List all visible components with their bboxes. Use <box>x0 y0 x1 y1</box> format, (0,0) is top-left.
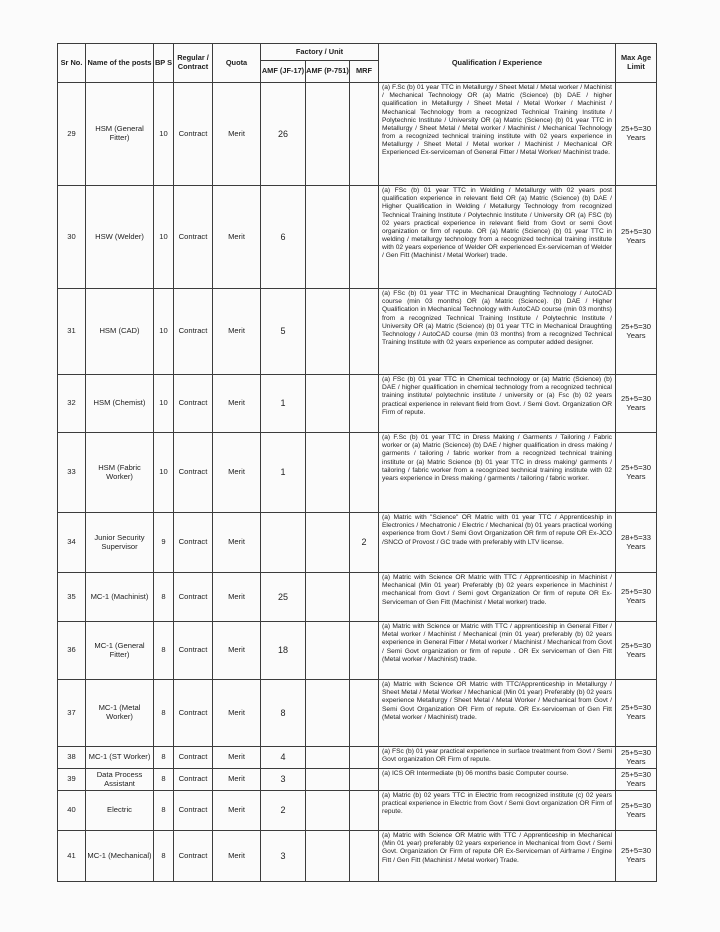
cell-post: MC-1 (Mechanical) <box>86 831 154 882</box>
cell-quota: Merit <box>213 83 261 186</box>
cell-bps: 10 <box>154 83 174 186</box>
cell-mrf <box>350 289 379 375</box>
header-amf-p751: AMF (P-751) <box>306 61 350 83</box>
cell-quota: Merit <box>213 513 261 573</box>
cell-sr: 34 <box>58 513 86 573</box>
table-row <box>58 289 657 375</box>
table-row <box>58 831 657 882</box>
cell-quota: Merit <box>213 747 261 769</box>
cell-bps: 8 <box>154 747 174 769</box>
cell-amf-jf17: 1 <box>261 433 306 513</box>
cell-age: 25+5=30 Years <box>616 769 657 791</box>
cell-amf-p751 <box>306 83 350 186</box>
cell-amf-p751 <box>306 513 350 573</box>
cell-type: Contract <box>174 791 213 831</box>
cell-amf-jf17 <box>261 513 306 573</box>
cell-amf-jf17: 1 <box>261 375 306 433</box>
cell-sr: 36 <box>58 622 86 680</box>
cell-quota: Merit <box>213 433 261 513</box>
cell-age: 25+5=30 Years <box>616 622 657 680</box>
cell-amf-p751 <box>306 433 350 513</box>
cell-bps: 10 <box>154 186 174 289</box>
cell-mrf <box>350 831 379 882</box>
cell-amf-p751 <box>306 622 350 680</box>
cell-age: 25+5=30 Years <box>616 747 657 769</box>
header-name-of-posts: Name of the posts <box>86 44 154 83</box>
header-bps: BP S <box>154 44 174 83</box>
header-sr-no: Sr No. <box>58 44 86 83</box>
cell-qualification: (a) FSc (b) 01 year TTC in Mechanical Draughting Technology / AutoCAD course (min 03 months) OR (a) Matric (Science). (b) DAE / Higher Qualification in Mechanical Technology with AutoCAD course (min 03 months) from a recognized Technical Training Institute / Polytechnic Institute / University OR (a) Matric (Science) (b) 01 year TTC in Mechanical Draughting Technology / AutoCAD course (min 03 months) from a recognized Technical Training Institute with 02 years experience as computer added designer. <box>379 289 616 375</box>
cell-post: MC-1 (ST Worker) <box>86 747 154 769</box>
cell-quota: Merit <box>213 831 261 882</box>
cell-type: Contract <box>174 289 213 375</box>
cell-age: 25+5=30 Years <box>616 433 657 513</box>
cell-post: HSM (General Fitter) <box>86 83 154 186</box>
cell-post: HSM (Fabric Worker) <box>86 433 154 513</box>
cell-qualification: (a) F.Sc (b) 01 year TTC in Metallurgy / Sheet Metal / Metal worker / Machinist / Mechanical Technology OR (a) Matric (Science) (b) DAE / higher qualification in Metallurgy / Sheet Metal / Metal Worker / Machinist / Mechanical Technology from a recognized Technical Training Institute / Polytechnic Institute / University OR (a) Matric (Science) (b) 01 year TTC in Metallurgy / Sheet Metal / Metal worker / Machinist / Mechanical Technology from a recognized technical training institute with 02 years experience in Metallurgy / Sheet Metal / Metal worker / Machinist / Mechanical OR Experienced Ex-serviceman of General Fitter / Metal Worker/ Machinist trade. <box>379 83 616 186</box>
cell-type: Contract <box>174 83 213 186</box>
cell-amf-p751 <box>306 573 350 622</box>
table-row <box>58 513 657 573</box>
header-factory-unit: Factory / Unit <box>261 44 379 61</box>
cell-mrf <box>350 433 379 513</box>
cell-amf-jf17: 3 <box>261 831 306 882</box>
cell-amf-p751 <box>306 186 350 289</box>
cell-qualification: (a) Matric with Science OR Matric with TTC/Apprenticeship in Metallurgy / Sheet Metal / Metal Worker / Mechanical (Min 01 year) Preferably (b) 02 years experience Metallurgy / Sheet Metal / Metal Worker / Mechanical from Govt / Semi Govt Organization OR Firm of repute. OR Ex-serviceman of Gen Fitt (Metal worker / Machinist) trade. <box>379 680 616 747</box>
cell-bps: 8 <box>154 622 174 680</box>
cell-age: 25+5=30 Years <box>616 680 657 747</box>
cell-sr: 29 <box>58 83 86 186</box>
cell-age: 25+5=30 Years <box>616 186 657 289</box>
table-row <box>58 791 657 831</box>
cell-amf-p751 <box>306 791 350 831</box>
cell-amf-jf17: 26 <box>261 83 306 186</box>
table-row <box>58 747 657 769</box>
cell-mrf <box>350 83 379 186</box>
cell-age: 25+5=30 Years <box>616 791 657 831</box>
cell-bps: 8 <box>154 831 174 882</box>
cell-age: 25+5=30 Years <box>616 83 657 186</box>
header-regular-contract: Regular / Contract <box>174 44 213 83</box>
table-row <box>58 769 657 791</box>
header-max-age-limit: Max Age Limit <box>616 44 657 83</box>
cell-mrf <box>350 791 379 831</box>
cell-quota: Merit <box>213 289 261 375</box>
cell-bps: 9 <box>154 513 174 573</box>
cell-mrf <box>350 622 379 680</box>
cell-amf-jf17: 2 <box>261 791 306 831</box>
cell-age: 25+5=30 Years <box>616 831 657 882</box>
cell-mrf <box>350 573 379 622</box>
table-row <box>58 622 657 680</box>
cell-mrf <box>350 375 379 433</box>
cell-type: Contract <box>174 680 213 747</box>
cell-post: HSW (Welder) <box>86 186 154 289</box>
cell-quota: Merit <box>213 186 261 289</box>
cell-mrf <box>350 747 379 769</box>
cell-type: Contract <box>174 622 213 680</box>
cell-bps: 10 <box>154 433 174 513</box>
cell-type: Contract <box>174 747 213 769</box>
cell-type: Contract <box>174 375 213 433</box>
cell-type: Contract <box>174 186 213 289</box>
cell-mrf: 2 <box>350 513 379 573</box>
cell-amf-jf17: 5 <box>261 289 306 375</box>
cell-qualification: (a) FSc (b) 01 year TTC in Chemical technology or (a) Matric (Science) (b) DAE / higher qualification in chemical technology from a recognized technical training institute/ polytechnic institute / university or (a) Fsc (b) 02 years practical experience in relevant field from Govt. / Semi Govt. Organization OR Firm of repute. <box>379 375 616 433</box>
cell-amf-jf17: 8 <box>261 680 306 747</box>
cell-quota: Merit <box>213 622 261 680</box>
cell-post: Data Process Assistant <box>86 769 154 791</box>
cell-sr: 35 <box>58 573 86 622</box>
cell-sr: 31 <box>58 289 86 375</box>
cell-sr: 30 <box>58 186 86 289</box>
cell-quota: Merit <box>213 573 261 622</box>
table-row <box>58 186 657 289</box>
cell-sr: 32 <box>58 375 86 433</box>
cell-amf-p751 <box>306 769 350 791</box>
cell-type: Contract <box>174 769 213 791</box>
cell-amf-jf17: 3 <box>261 769 306 791</box>
cell-post: Electric <box>86 791 154 831</box>
cell-post: MC-1 (General Fitter) <box>86 622 154 680</box>
cell-bps: 10 <box>154 289 174 375</box>
cell-amf-jf17: 4 <box>261 747 306 769</box>
cell-type: Contract <box>174 573 213 622</box>
cell-bps: 8 <box>154 791 174 831</box>
cell-qualification: (a) Matric (b) 02 years TTC in Electric from recognized institute (c) 02 years practical experience in Electric from Govt / Semi Govt organization OR Firm of repute. <box>379 791 616 831</box>
cell-quota: Merit <box>213 375 261 433</box>
table-row <box>58 433 657 513</box>
header-mrf: MRF <box>350 61 379 83</box>
cell-mrf <box>350 680 379 747</box>
cell-qualification: (a) Matric with Science OR Matric with TTC / Apprenticeship in Mechanical (Min 01 year) preferably 02 years experience in Mechanical from Govt / Semi Govt. Organization Or Firm of repute OR Ex-Serviceman of Airframe / Engine Fitt / Gen Fitt (Machinist / Metal worker) Trade. <box>379 831 616 882</box>
cell-amf-p751 <box>306 289 350 375</box>
cell-amf-p751 <box>306 680 350 747</box>
header-quota: Quota <box>213 44 261 83</box>
header-amf-jf17: AMF (JF-17) <box>261 61 306 83</box>
cell-sr: 37 <box>58 680 86 747</box>
cell-type: Contract <box>174 831 213 882</box>
cell-sr: 38 <box>58 747 86 769</box>
cell-bps: 10 <box>154 375 174 433</box>
cell-post: Junior Security Supervisor <box>86 513 154 573</box>
cell-type: Contract <box>174 513 213 573</box>
cell-sr: 33 <box>58 433 86 513</box>
recruitment-table <box>57 43 657 882</box>
cell-post: HSM (CAD) <box>86 289 154 375</box>
cell-amf-jf17: 18 <box>261 622 306 680</box>
cell-sr: 39 <box>58 769 86 791</box>
cell-sr: 40 <box>58 791 86 831</box>
table-row <box>58 680 657 747</box>
cell-amf-jf17: 25 <box>261 573 306 622</box>
cell-age: 25+5=30 Years <box>616 289 657 375</box>
cell-qualification: (a) Matric with Science OR Matric with TTC / Apprenticeship in Machinist / Mechanical (Min 01 year) Preferably (b) 02 years experience in Machinist / mechanical from Govt / Semi govt Organization Or firm of repute OR Ex-Serviceman of Gen Fitt (Machinist / Metal worker) trade. <box>379 573 616 622</box>
cell-bps: 8 <box>154 680 174 747</box>
cell-type: Contract <box>174 433 213 513</box>
cell-qualification: (a) FSc (b) 01 year practical experience in surface treatment from Govt / Semi Govt organization OR Firm of repute. <box>379 747 616 769</box>
cell-post: MC-1 (Metal Worker) <box>86 680 154 747</box>
cell-qualification: (a) FSc (b) 01 year TTC in Welding / Metallurgy with 02 years post qualification experience in relevant field OR (a) Matric (Science) (b) DAE / Higher Qualification in Welding / Metallurgy Technology from recognized Technical Training Institute / Polytechnic Institute / University OR (a) FSC (b) 02 years practical experience in relevant field from Govt or semi Govt organization or firm of repute. OR (a) Matric (Science) (b) 01 year TTC in welding / metallurgy technology from a recognized technical training institute with 02 years experience of Welder OR experienced Ex-serviceman of Welder / Gen Fitt (Machinist / Metal Worker) trade. <box>379 186 616 289</box>
table-row <box>58 375 657 433</box>
cell-post: HSM (Chemist) <box>86 375 154 433</box>
cell-amf-p751 <box>306 831 350 882</box>
cell-qualification: (a) F.Sc (b) 01 year TTC in Dress Making / Garments / Tailoring / Fabric worker or (a) Matric (Science) (b) DAE / higher qualification in dress making / garments / tailoring / fabric worker from a recognized technical training institute or (a) Matric Science (b) 01 year TTC in dress making/ garments / tailoring / fabric worker from a recognized technical training institute with 02 years experience in Dress making / garments / tailoring / fabric worker. <box>379 433 616 513</box>
table-row <box>58 83 657 186</box>
cell-mrf <box>350 186 379 289</box>
cell-mrf <box>350 769 379 791</box>
cell-quota: Merit <box>213 791 261 831</box>
cell-amf-jf17: 6 <box>261 186 306 289</box>
cell-quota: Merit <box>213 769 261 791</box>
cell-qualification: (a) Matric with "Science" OR Matric with 01 year TTC / Apprenticeship in Electronics / Mechatronic / Electric / Mechanical (b) 01 years practical working experience from Govt / Semi Govt Organization OR firm of repute OR Ex-JCO /SNCO of Provost / GC trade with preferably with LTV license. <box>379 513 616 573</box>
cell-qualification: (a) Matric with Science or Matric with TTC / apprenticeship in General Fitter / Metal worker / Machinist / Mechanical (min 01 year) preferably (b) 02 years experience in General Fitter / Metal worker / Machinist / Mechanical from Govt / Semi Govt organization or firm of repute . OR Ex serviceman of Gen Fitt (Metal worker / Machinist) trade. <box>379 622 616 680</box>
cell-amf-p751 <box>306 375 350 433</box>
cell-bps: 8 <box>154 769 174 791</box>
header-qualification-experience: Qualification / Experience <box>379 44 616 83</box>
cell-age: 25+5=30 Years <box>616 375 657 433</box>
cell-age: 25+5=30 Years <box>616 573 657 622</box>
cell-sr: 41 <box>58 831 86 882</box>
cell-qualification: (a) ICS OR Intermediate (b) 06 months basic Computer course. <box>379 769 616 791</box>
cell-quota: Merit <box>213 680 261 747</box>
table-row <box>58 573 657 622</box>
cell-amf-p751 <box>306 747 350 769</box>
cell-bps: 8 <box>154 573 174 622</box>
cell-age: 28+5=33 Years <box>616 513 657 573</box>
cell-post: MC-1 (Machinist) <box>86 573 154 622</box>
